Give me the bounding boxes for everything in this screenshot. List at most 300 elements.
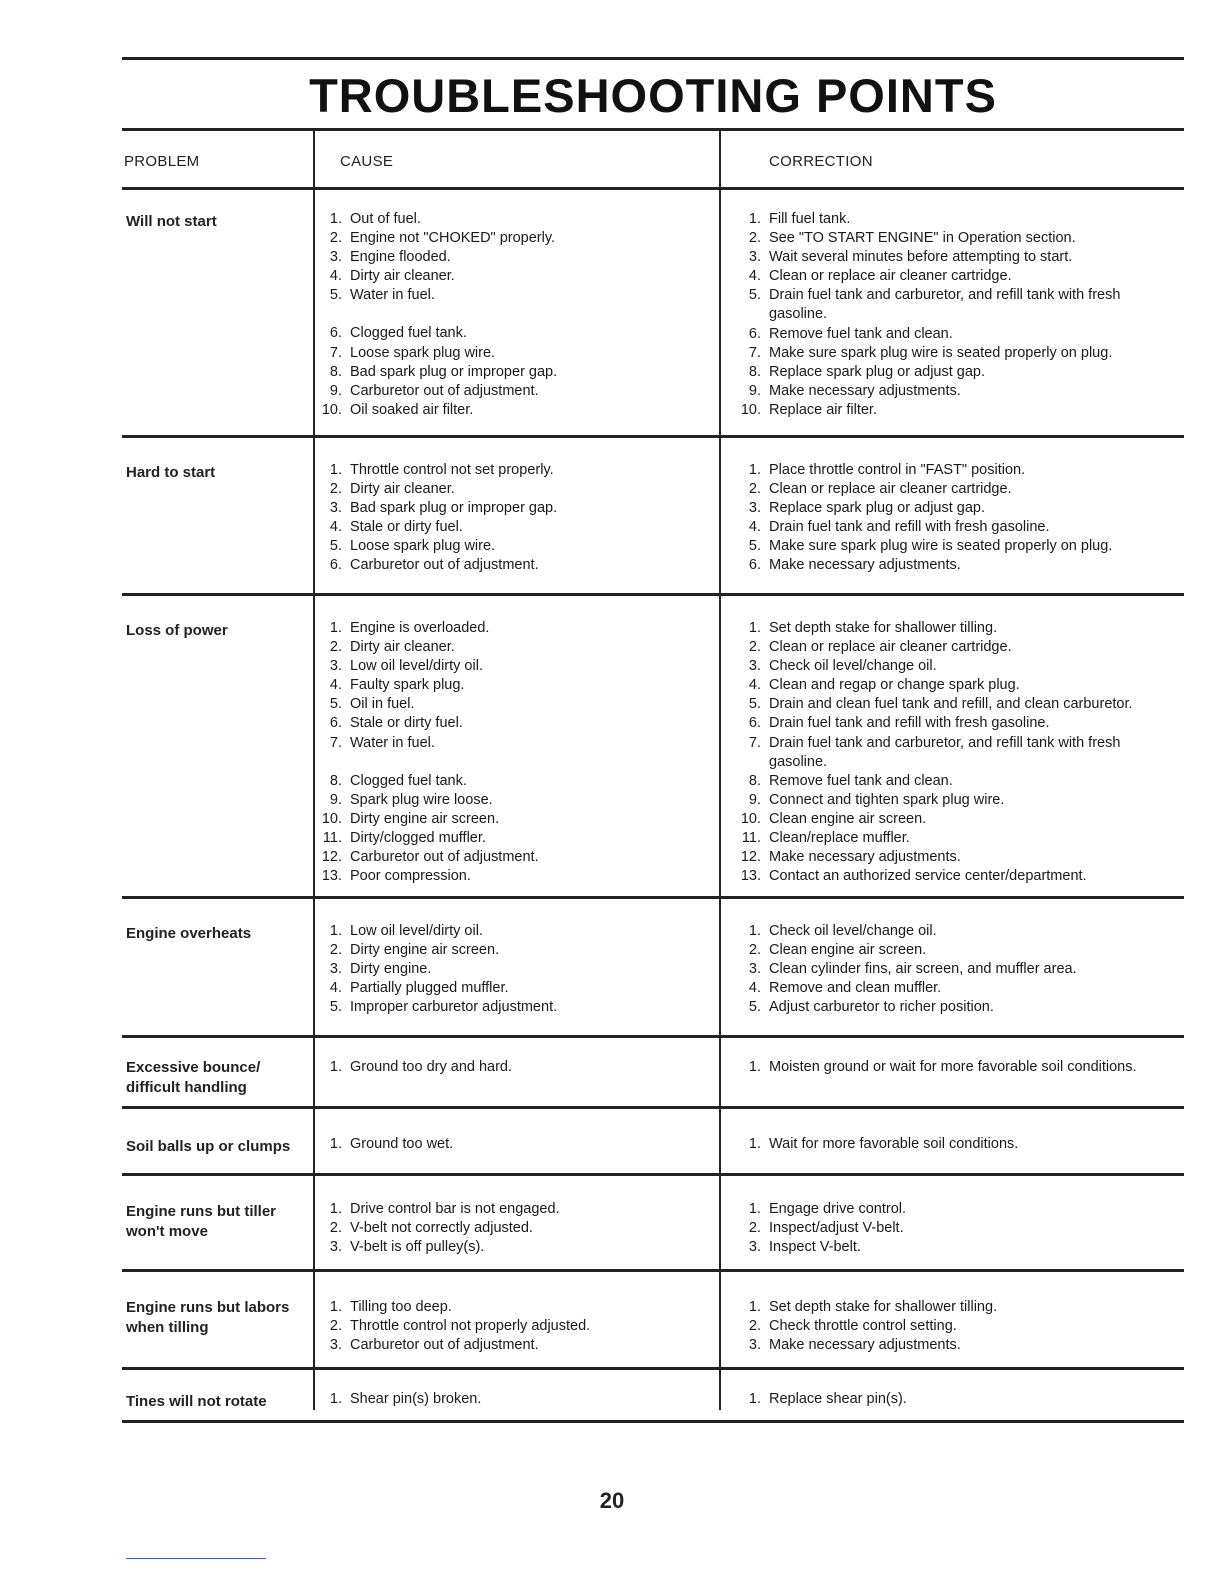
item-text: Dirty air cleaner. (350, 639, 455, 656)
list-item (739, 229, 1179, 248)
item-number: 2. (748, 481, 761, 498)
item-number: 9. (748, 791, 761, 808)
list-item (739, 657, 1179, 676)
cause-list (320, 1298, 710, 1355)
cause-list (320, 1058, 710, 1077)
item-number: 3. (329, 658, 342, 675)
list-item (739, 286, 1179, 324)
item-text: V-belt not correctly adjusted. (350, 1220, 533, 1237)
cause-list (320, 1390, 710, 1409)
list-item (320, 657, 710, 676)
item-text: Clean or replace air cleaner cartridge. (769, 481, 1012, 498)
item-text: Oil in fuel. (350, 696, 415, 713)
item-number: 8. (748, 772, 761, 789)
top-rule (122, 57, 1184, 60)
item-number: 1. (329, 1201, 342, 1217)
problem-label: Engine overheats (126, 925, 252, 942)
item-number: 3. (329, 961, 342, 978)
item-number: 1. (748, 462, 761, 478)
item-number: 2. (748, 1318, 761, 1335)
list-item (739, 998, 1179, 1017)
item-text: Clogged fuel tank. (350, 325, 467, 342)
item-number: 13. (740, 868, 761, 885)
list-item (320, 695, 710, 714)
item-number: 9. (329, 382, 342, 399)
item-number: 2. (748, 942, 761, 959)
item-text: Engine not "CHOKED" properly. (350, 230, 556, 247)
item-number: 7. (748, 734, 761, 751)
list-item (739, 461, 1179, 480)
correction-list (739, 922, 1179, 1017)
item-text: Make necessary adjustments. (769, 382, 961, 399)
list-item (320, 1390, 710, 1409)
item-number: 6. (329, 715, 342, 732)
item-text: Ground too dry and hard. (350, 1059, 513, 1075)
item-number: 5. (748, 287, 761, 304)
item-text: Check oil level/change oil. (769, 923, 937, 939)
item-number: 8. (748, 363, 761, 380)
item-number: 1. (329, 1136, 342, 1152)
item-text: Remove fuel tank and clean. (769, 325, 953, 342)
item-number: 2. (329, 1220, 342, 1237)
page-title: TROUBLESHOOTING POINTS (309, 69, 997, 122)
correction-list (739, 619, 1179, 886)
item-text: Remove fuel tank and clean. (769, 772, 953, 789)
item-text: Drain fuel tank and carburetor, and refill tank with fresh gasoline. (769, 734, 1121, 770)
item-text: Engage drive control. (769, 1201, 907, 1217)
table-header (122, 128, 1184, 190)
item-number: 7. (748, 344, 761, 361)
item-number: 4. (748, 980, 761, 997)
item-number: 1. (329, 211, 342, 227)
item-number: 13. (321, 868, 342, 885)
list-item (320, 363, 710, 382)
table-row (122, 899, 1184, 1038)
item-number: 1. (748, 211, 761, 227)
list-item (320, 960, 710, 979)
problem-label: Excessive bounce/ difficult handling (126, 1059, 261, 1096)
list-item (739, 480, 1179, 499)
list-item (739, 344, 1179, 363)
table-row (122, 1038, 1184, 1109)
list-item (320, 998, 710, 1017)
item-number: 1. (748, 923, 761, 939)
list-item (739, 1200, 1179, 1219)
item-number: 11. (322, 829, 342, 846)
problem-label: Tines will not rotate (126, 1393, 267, 1410)
list-item (739, 1336, 1179, 1355)
item-text: Drain fuel tank and carburetor, and refill tank with fresh gasoline. (769, 287, 1121, 323)
list-item (739, 772, 1179, 791)
item-text: Engine is overloaded. (350, 620, 490, 636)
item-number: 1. (748, 1391, 761, 1407)
list-item (320, 922, 710, 941)
item-number: 6. (329, 557, 342, 574)
item-text: Replace shear pin(s). (769, 1391, 907, 1407)
header-cause: CAUSE (340, 153, 394, 170)
list-item (320, 344, 710, 363)
list-item (739, 382, 1179, 401)
list-item (320, 941, 710, 960)
list-item (739, 537, 1179, 556)
list-item (320, 638, 710, 657)
item-text: Set depth stake for shallower tilling. (769, 620, 998, 636)
cause-list (320, 210, 710, 420)
item-text: Water in fuel. (350, 734, 435, 751)
item-text: Clogged fuel tank. (350, 772, 467, 789)
list-item (739, 960, 1179, 979)
item-number: 4. (329, 677, 342, 694)
item-text: Bad spark plug or improper gap. (350, 363, 558, 380)
item-number: 1. (329, 1299, 342, 1315)
header-problem: PROBLEM (124, 153, 200, 170)
item-text: Remove and clean muffler. (769, 980, 942, 997)
item-number: 12. (321, 849, 342, 866)
item-number: 5. (329, 999, 342, 1016)
item-number: 8. (329, 772, 342, 789)
item-number: 3. (748, 500, 761, 517)
item-number: 10. (321, 401, 342, 418)
item-text: Carburetor out of adjustment. (350, 382, 539, 399)
correction-list (739, 1298, 1179, 1355)
item-number: 4. (748, 268, 761, 285)
item-text: Drain and clean fuel tank and refill, and clean carburetor. (769, 696, 1133, 713)
list-item (739, 979, 1179, 998)
item-text: Clean or replace air cleaner cartridge. (769, 639, 1012, 656)
list-item (320, 810, 710, 829)
item-text: Make necessary adjustments. (769, 1337, 961, 1354)
item-text: Throttle control not set properly. (350, 462, 554, 478)
item-number: 3. (748, 658, 761, 675)
list-item (739, 1238, 1179, 1257)
item-text: Replace air filter. (769, 401, 877, 418)
item-number: 3. (329, 249, 342, 266)
table-body (122, 190, 1184, 1423)
item-text: Make sure spark plug wire is seated properly on plug. (769, 344, 1113, 361)
item-number: 5. (329, 696, 342, 713)
item-text: Clean/replace muffler. (769, 830, 910, 847)
item-number: 3. (748, 1337, 761, 1354)
list-item (739, 810, 1179, 829)
cause-list (320, 1200, 710, 1257)
item-text: Low oil level/dirty oil. (350, 658, 483, 675)
list-item (739, 518, 1179, 537)
list-item (320, 1219, 710, 1238)
list-item (320, 537, 710, 556)
list-item (739, 1058, 1179, 1077)
item-text: Clean engine air screen. (769, 942, 927, 959)
item-text: Partially plugged muffler. (350, 980, 509, 997)
item-number: 12. (740, 849, 761, 866)
item-number: 5. (748, 696, 761, 713)
table-row (122, 1109, 1184, 1176)
item-number: 3. (748, 961, 761, 978)
item-text: Engine flooded. (350, 249, 451, 266)
item-text: Adjust carburetor to richer position. (769, 999, 994, 1016)
list-item (320, 229, 710, 248)
list-item (320, 382, 710, 401)
item-text: Clean or replace air cleaner cartridge. (769, 268, 1012, 285)
list-item (739, 267, 1179, 286)
item-number: 3. (329, 500, 342, 517)
list-item (739, 791, 1179, 810)
item-number: 6. (329, 325, 342, 342)
list-item (739, 676, 1179, 695)
list-item (739, 922, 1179, 941)
list-item (320, 286, 710, 305)
item-text: Improper carburetor adjustment. (350, 999, 558, 1016)
problem-label: Will not start (126, 213, 217, 230)
correction-list (739, 1200, 1179, 1257)
item-text: Dirty air cleaner. (350, 481, 455, 498)
list-item (739, 1135, 1179, 1154)
problem-label: Soil balls up or clumps (126, 1138, 291, 1155)
item-text: Check throttle control setting. (769, 1318, 957, 1335)
item-text: Poor compression. (350, 868, 471, 885)
item-text: Check oil level/change oil. (769, 658, 937, 675)
item-text: Replace spark plug or adjust gap. (769, 363, 986, 380)
item-text: Inspect/adjust V-belt. (769, 1220, 904, 1237)
item-number: 7. (329, 344, 342, 361)
list-item (320, 1298, 710, 1317)
item-number: 5. (329, 287, 342, 304)
item-text: Stale or dirty fuel. (350, 715, 463, 732)
list-item (739, 248, 1179, 267)
item-text: Dirty engine air screen. (350, 810, 500, 827)
table-row (122, 596, 1184, 899)
item-number: 10. (321, 810, 342, 827)
problem-label: Hard to start (126, 464, 216, 481)
list-item (320, 979, 710, 998)
correction-list (739, 210, 1179, 420)
list-item (739, 1390, 1179, 1409)
item-text: Drive control bar is not engaged. (350, 1201, 560, 1217)
item-number: 1. (748, 1136, 761, 1152)
item-number: 4. (329, 519, 342, 536)
list-item (320, 324, 710, 343)
list-item (320, 676, 710, 695)
item-text: Carburetor out of adjustment. (350, 1337, 539, 1354)
item-number: 1. (748, 620, 761, 636)
list-item (320, 401, 710, 420)
item-text: Dirty engine air screen. (350, 942, 500, 959)
item-text: Clean engine air screen. (769, 810, 927, 827)
list-item (739, 695, 1179, 714)
list-item (739, 941, 1179, 960)
item-number: 5. (329, 538, 342, 555)
list-item (320, 518, 710, 537)
item-number: 9. (748, 382, 761, 399)
item-number: 1. (748, 1299, 761, 1315)
list-item (739, 638, 1179, 657)
item-number: 2. (329, 230, 342, 247)
item-text: Oil soaked air filter. (350, 401, 474, 418)
item-text: Make necessary adjustments. (769, 557, 961, 574)
item-number: 1. (329, 923, 342, 939)
item-number: 10. (740, 401, 761, 418)
item-text: Moisten ground or wait for more favorable soil conditions. (769, 1059, 1137, 1075)
cause-list (320, 1135, 710, 1154)
item-text: V-belt is off pulley(s). (350, 1239, 485, 1256)
item-number: 2. (329, 1318, 342, 1335)
list-item (320, 556, 710, 575)
list-item (320, 1135, 710, 1154)
list-item (739, 210, 1179, 229)
list-item (739, 848, 1179, 867)
item-text: Connect and tighten spark plug wire. (769, 791, 1005, 808)
item-text: Dirty air cleaner. (350, 268, 455, 285)
item-number: 4. (329, 268, 342, 285)
item-text: Replace spark plug or adjust gap. (769, 500, 986, 517)
item-number: 6. (748, 715, 761, 732)
list-item (320, 1238, 710, 1257)
item-text: Loose spark plug wire. (350, 344, 496, 361)
item-number: 1. (748, 1059, 761, 1075)
list-item (739, 867, 1179, 886)
item-text: See "TO START ENGINE" in Operation section. (769, 230, 1076, 247)
item-text: Carburetor out of adjustment. (350, 557, 539, 574)
list-item (320, 1317, 710, 1336)
problem-label: Loss of power (126, 622, 228, 639)
item-number: 5. (748, 538, 761, 555)
item-text: Carburetor out of adjustment. (350, 849, 539, 866)
list-item (739, 1317, 1179, 1336)
item-text: Throttle control not properly adjusted. (350, 1318, 591, 1335)
footer-rule (126, 1558, 266, 1559)
item-text: Bad spark plug or improper gap. (350, 500, 558, 517)
item-number: 10. (740, 810, 761, 827)
list-item (320, 248, 710, 267)
item-number: 3. (329, 1337, 342, 1354)
item-number: 8. (329, 363, 342, 380)
item-number: 5. (748, 999, 761, 1016)
list-item (320, 1336, 710, 1355)
item-number: 1. (329, 1391, 342, 1407)
item-number: 3. (329, 1239, 342, 1256)
item-text: Faulty spark plug. (350, 677, 465, 694)
item-text: Low oil level/dirty oil. (350, 923, 483, 939)
item-number: 2. (329, 639, 342, 656)
list-item (739, 499, 1179, 518)
correction-list (739, 1058, 1179, 1077)
list-item (320, 829, 710, 848)
item-text: Dirty engine. (350, 961, 432, 978)
item-number: 2. (748, 639, 761, 656)
list-item (320, 619, 710, 638)
item-text: Fill fuel tank. (769, 211, 851, 227)
problem-label: Engine runs but tiller won't move (126, 1203, 277, 1240)
item-text: Clean cylinder fins, air screen, and muffler area. (769, 961, 1077, 978)
list-item (320, 267, 710, 286)
correction-list (739, 1135, 1179, 1154)
item-text: Wait several minutes before attempting to start. (769, 249, 1073, 266)
item-number: 1. (748, 1201, 761, 1217)
cause-list (320, 461, 710, 576)
troubleshooting-table (122, 128, 1184, 1423)
item-number: 2. (748, 230, 761, 247)
item-number: 11. (741, 830, 761, 847)
correction-list (739, 461, 1179, 576)
correction-list (739, 1390, 1179, 1409)
item-number: 2. (329, 942, 342, 959)
item-number: 1. (329, 620, 342, 636)
item-number: 6. (748, 325, 761, 342)
item-number: 3. (748, 1239, 761, 1256)
list-item (320, 714, 710, 733)
list-item (739, 1298, 1179, 1317)
page-number: 20 (599, 1488, 625, 1513)
table-row (122, 1176, 1184, 1272)
list-item (739, 829, 1179, 848)
item-text: Out of fuel. (350, 211, 421, 227)
list-item (739, 1219, 1179, 1238)
item-text: Tilling too deep. (350, 1299, 452, 1315)
item-text: Clean and regap or change spark plug. (769, 677, 1020, 694)
item-text: Make sure spark plug wire is seated properly on plug. (769, 538, 1113, 555)
cause-list (320, 619, 710, 886)
list-item (320, 791, 710, 810)
item-number: 4. (748, 519, 761, 536)
list-item (320, 867, 710, 886)
cause-list (320, 922, 710, 1017)
item-text: Wait for more favorable soil conditions. (769, 1136, 1019, 1152)
item-text: Place throttle control in "FAST" position. (769, 462, 1026, 478)
item-text: Set depth stake for shallower tilling. (769, 1299, 998, 1315)
item-text: Water in fuel. (350, 287, 435, 304)
list-item (739, 556, 1179, 575)
item-number: 7. (329, 734, 342, 751)
item-number: 9. (329, 791, 342, 808)
table-row (122, 1370, 1184, 1423)
list-item (739, 734, 1179, 772)
item-text: Loose spark plug wire. (350, 538, 496, 555)
list-item (320, 848, 710, 867)
item-text: Dirty/clogged muffler. (350, 829, 486, 846)
list-item (739, 714, 1179, 733)
item-number: 4. (748, 677, 761, 694)
list-item (739, 619, 1179, 638)
item-number: 3. (748, 249, 761, 266)
list-item (320, 1200, 710, 1219)
item-text: Stale or dirty fuel. (350, 519, 463, 536)
list-item (320, 461, 710, 480)
list-item (320, 734, 710, 753)
item-text: Make necessary adjustments. (769, 849, 961, 866)
header-correction: CORRECTION (769, 153, 873, 170)
table-row (122, 438, 1184, 596)
item-number: 1. (329, 462, 342, 478)
list-item (739, 401, 1179, 420)
item-text: Shear pin(s) broken. (350, 1391, 482, 1407)
list-item (739, 363, 1179, 382)
list-item (320, 210, 710, 229)
list-item (320, 772, 710, 791)
table-row (122, 1272, 1184, 1370)
item-number: 6. (748, 557, 761, 574)
list-item (320, 499, 710, 518)
table-row (122, 190, 1184, 438)
item-text: Drain fuel tank and refill with fresh gasoline. (769, 715, 1050, 732)
item-number: 2. (748, 1220, 761, 1237)
list-item (320, 480, 710, 499)
list-item (739, 325, 1179, 344)
item-text: Spark plug wire loose. (350, 791, 493, 808)
item-number: 4. (329, 980, 342, 997)
list-item (320, 1058, 710, 1077)
item-text: Inspect V-belt. (769, 1239, 861, 1256)
item-text: Contact an authorized service center/department. (769, 868, 1087, 885)
item-number: 1. (329, 1059, 342, 1075)
